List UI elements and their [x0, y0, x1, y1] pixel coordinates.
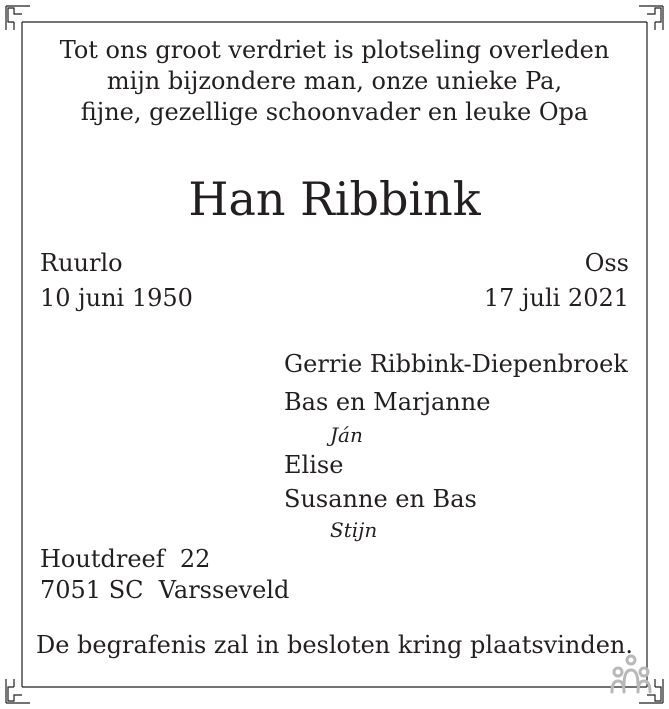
death-place: Oss: [584, 249, 629, 277]
intro-line-2: mijn bijzondere man, onze unieke Pa,: [106, 67, 563, 95]
address-street: Houtdreef 22: [40, 545, 211, 573]
family-grandchild-1: Ján: [330, 423, 363, 447]
death-date: 17 juli 2021: [483, 284, 629, 312]
family-child-1: Bas en Marjanne: [284, 388, 491, 416]
deceased-name: Han Ribbink: [188, 172, 481, 226]
birth-place: Ruurlo: [40, 249, 123, 277]
people-logo-icon: [608, 652, 654, 696]
family-child-2: Elise: [284, 451, 344, 479]
funeral-notice: De begrafenis zal in besloten kring plaatsvinden.: [35, 631, 633, 659]
birth-date: 10 juni 1950: [40, 284, 193, 312]
intro-line-1: Tot ons groot verdriet is plotseling overleden: [59, 36, 610, 64]
intro-line-3: fijne, gezellige schoonvader en leuke Opa: [80, 98, 589, 126]
family-spouse: Gerrie Ribbink-Diepenbroek: [284, 350, 628, 378]
address-postcode-city: 7051 SC Varsseveld: [40, 576, 290, 604]
family-grandchild-3: Stijn: [330, 518, 378, 542]
family-child-3: Susanne en Bas: [284, 485, 477, 513]
